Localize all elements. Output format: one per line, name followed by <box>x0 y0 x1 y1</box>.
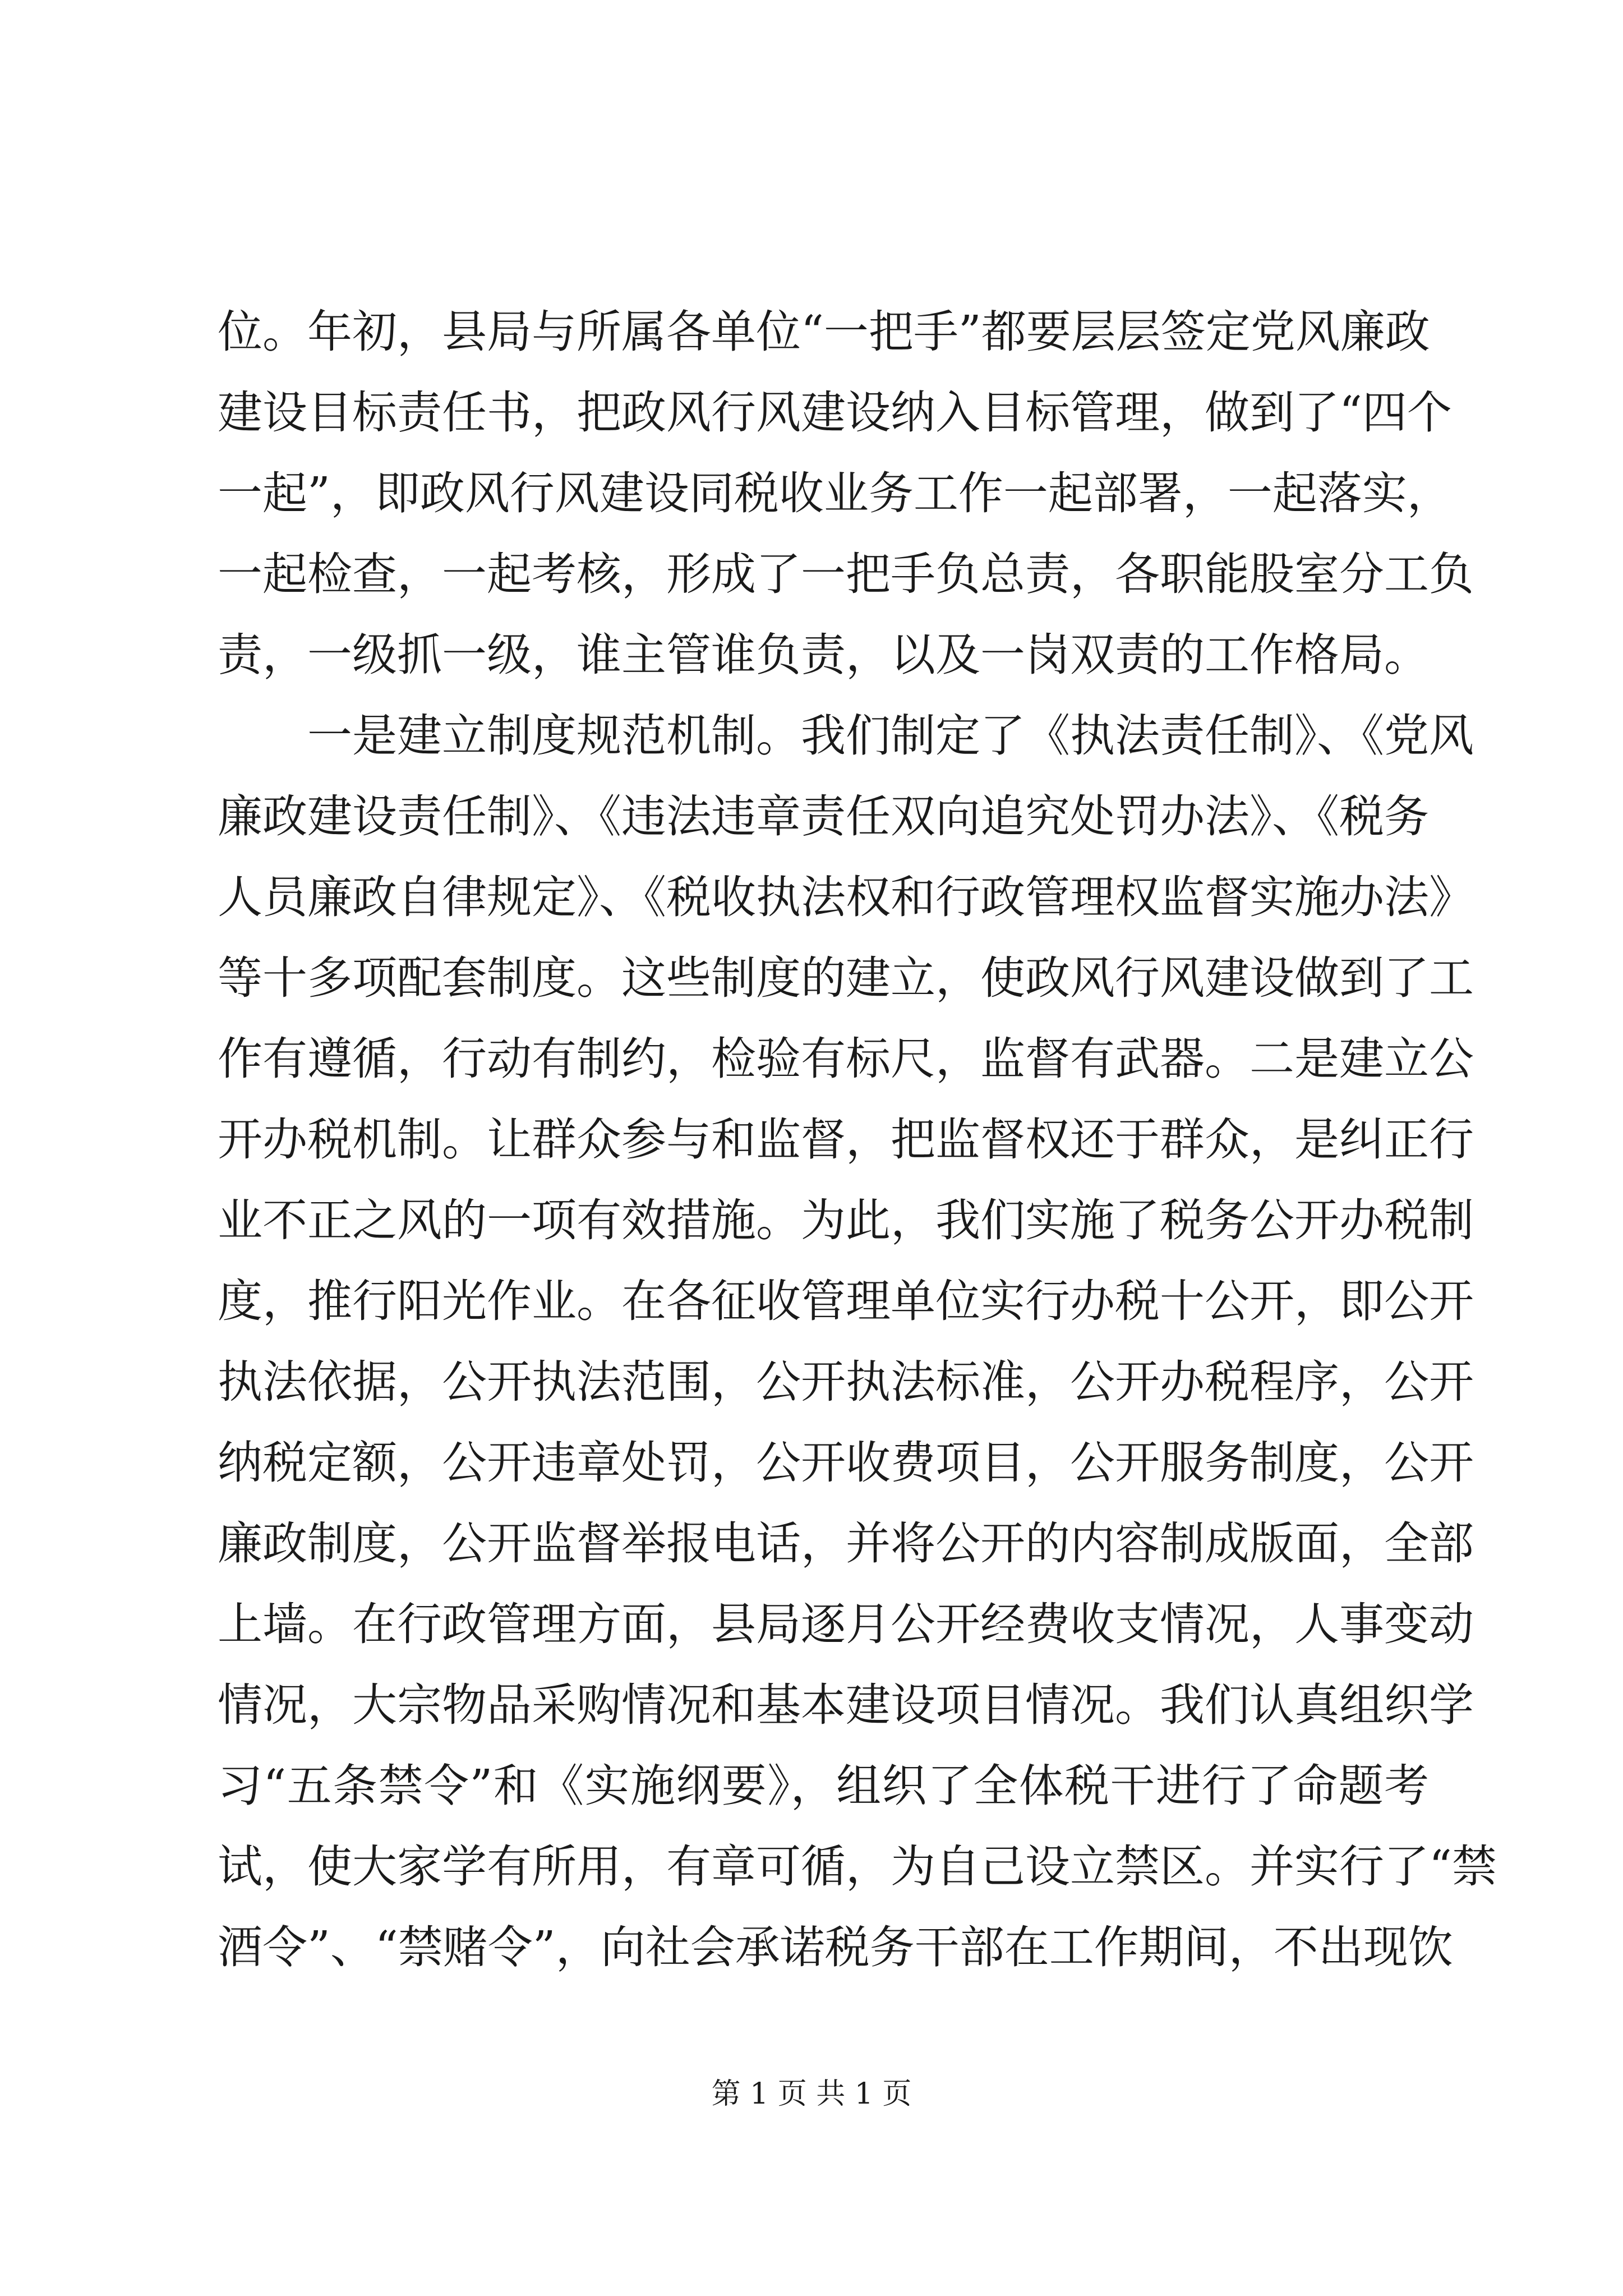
text-line: 度，推行阳光作业。在各征收管理单位实行办税十公开，即公开 <box>218 1275 1474 1327</box>
page-number-label: 第 1 页 共 1 页 <box>711 2077 912 2111</box>
text-line: 一是建立制度规范机制。我们制定了《执法责任制》、《党风 <box>218 710 1474 762</box>
text-line: 酒令”、“禁赌令”，向社会承诺税务干部在工作期间，不出现饮 <box>218 1921 1453 1973</box>
text-line: 等十多项配套制度。这些制度的建立，使政风行风建设做到了工 <box>218 952 1474 1004</box>
text-line: 情况，大宗物品采购情况和基本建设项目情况。我们认真组织学 <box>218 1679 1474 1731</box>
text-line: 一起”，即政风行风建设同税收业务工作一起部署，一起落实， <box>218 467 1452 519</box>
text-line: 习“五条禁令”和《实施纲要》，组织了全体税干进行了命题考 <box>218 1760 1429 1812</box>
text-line: 作有遵循，行动有制约，检验有标尺，监督有武器。二是建立公 <box>218 1033 1474 1085</box>
page-footer <box>0 2070 1623 2112</box>
text-line: 业不正之风的一项有效措施。为此，我们实施了税务公开办税制 <box>218 1194 1474 1246</box>
text-line: 试，使大家学有所用，有章可循，为自己设立禁区。并实行了“禁 <box>218 1841 1497 1893</box>
text-line: 位。年初，县局与所属各单位“一把手”都要层层签定党风廉政 <box>218 306 1430 358</box>
text-line: 执法依据，公开执法范围，公开执法标准，公开办税程序，公开 <box>218 1356 1474 1408</box>
text-line: 开办税机制。让群众参与和监督，把监督权还于群众，是纠正行 <box>218 1114 1474 1166</box>
text-line: 责，一级抓一级，谁主管谁负责，以及一岗双责的工作格局。 <box>218 629 1429 681</box>
body-text <box>218 292 1497 1988</box>
text-line: 一起检查，一起考核，形成了一把手负总责，各职能股室分工负 <box>218 548 1474 600</box>
text-line: 纳税定额，公开违章处罚，公开收费项目，公开服务制度，公开 <box>218 1437 1474 1489</box>
text-line: 建设目标责任书，把政风行风建设纳入目标管理，做到了“四个 <box>218 386 1452 439</box>
text-line: 上墙。在行政管理方面，县局逐月公开经费收支情况，人事变动 <box>218 1598 1474 1650</box>
text-line: 廉政建设责任制》、《违法违章责任双向追究处罚办法》、《税务 <box>218 790 1429 843</box>
text-line: 人员廉政自律规定》、《税收执法权和行政管理权监督实施办法》 <box>218 871 1474 923</box>
text-line: 廉政制度，公开监督举报电话，并将公开的内容制成版面，全部 <box>218 1517 1474 1570</box>
